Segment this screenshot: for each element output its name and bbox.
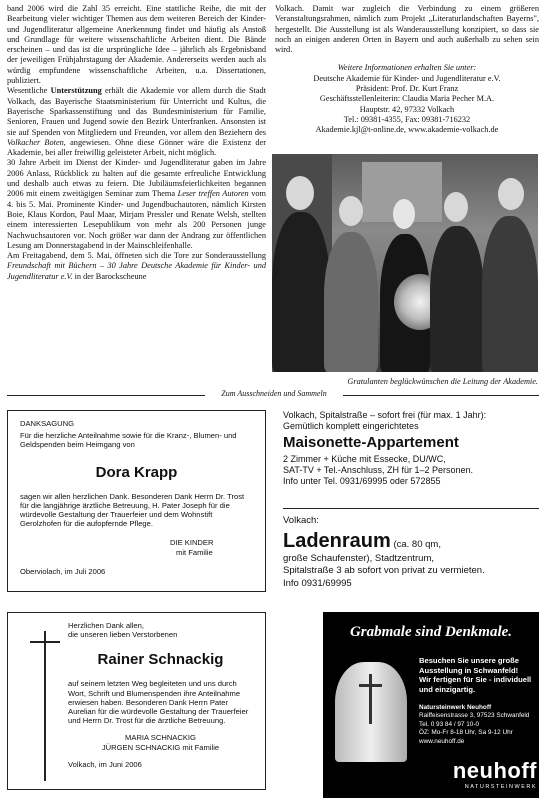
address-line: Tel. 0 93 84 / 97 10-0 — [419, 720, 480, 728]
photo-caption: Gratulanten beglückwünschen die Leitung der Akademie. — [347, 377, 538, 386]
notice-intro: die unseren lieben Verstorbenen — [68, 630, 178, 640]
ad-label: Volkach: — [283, 515, 319, 526]
cross-icon — [369, 674, 372, 724]
article-paragraph: Volkach. Damit war zugleich die Verbindung zu einem größeren Veranstaltungsrahmen, nämlich zum Projekt „Literaturlandschaften Bayerns", hergestellt. Die Ausstellung ist als Wanderausstellung konzipiert, so dass sie noch an einigen anderen Orten in Bayern und auch außerhalb zu sehen sein wird. — [275, 4, 539, 55]
cross-icon-bar — [30, 641, 60, 643]
info-line: Hauptstr. 42, 97332 Volkach — [359, 104, 455, 114]
company-name: Natursteinwerk Neuhoff — [419, 704, 492, 711]
notice-signature — [170, 538, 253, 556]
ad-line: große Schaufenster), Stadtzentrum, — [283, 552, 435, 564]
info-line: Präsident: Prof. Dr. Kurt Franz — [355, 84, 459, 94]
neuhoff-logo-sub: NATURSTEINWERK — [464, 784, 537, 790]
notice-place-date: Volkach, im Juni 2006 — [68, 759, 142, 769]
info-line: Geschäftsstellenleiterin: Claudia Maria Pecher M.A. — [319, 94, 495, 104]
notice-body: sagen wir allen herzlichen Dank. Besonderen Dank Herrn Dr. Trost für die langjährige ärztliche Betreuung, H. Pater Joseph für die würdevolle Gestaltung der Trauerfeier und dem Wohnstift Gerolzhofen für die aufopfernde Pflege. — [20, 491, 245, 529]
signature-line: mit Familie — [176, 547, 213, 557]
cut-divider-label: Zum Ausschneiden und Sammeln — [221, 389, 327, 398]
offer-line: Ausstellung in Schwanfeld! — [419, 665, 519, 675]
notice-place-date: Oberviolach, im Juli 2006 — [20, 566, 106, 576]
ad-line: Info 0931/69995 — [283, 577, 352, 589]
ad-slogan: Grabmale sind Denkmale. — [349, 624, 513, 640]
notice-signature — [68, 733, 253, 751]
cut-divider-right — [343, 395, 539, 396]
info-line: Deutsche Akademie für Kinder- und Jugendliteratur e.V. — [313, 73, 501, 83]
offer-line: und einzigartig. — [419, 684, 476, 694]
ad-line: Spitalstraße 3 ab sofort von privat zu vermieten. — [283, 565, 485, 576]
offer-line: Wir fertigen für Sie - individuell — [419, 675, 532, 685]
address-line: www.neuhoff.de — [419, 737, 465, 745]
group-photo — [272, 154, 538, 372]
info-line: Tel.: 09381-4355, Fax: 09381-716232 — [343, 114, 471, 124]
signature-line: MARIA SCHNACKIG — [125, 733, 196, 743]
ad-divider — [283, 508, 539, 509]
cross-icon-bar — [359, 684, 382, 687]
ad-maisonette — [283, 410, 539, 487]
offer-line: Besuchen Sie unsere große — [419, 656, 520, 665]
article-paragraph: Wesentliche Unterstützung erhält die Akademie vor allem durch die Stadt Volkach, das Bayerische Staatsministerium für Unterricht und Kultus, die Bayerische Sparkassenstiftung und das Bundesministerium für Familie, Senioren, Frauen und Jugend sowie den Bezirk Unterfranken. Ansonsten ist sie auf Spenden von Mitgliedern und Freunden, vor allem den Beziehern des Volkacher Boten, angewiesen. Ohne diese Gönner wäre die Existenz der Akademie, bei aller freiwillig geleisteter Arbeit, nicht möglich. — [7, 86, 267, 158]
address-line: Raiffeisenstrasse 3, 97523 Schwanfeld — [419, 712, 530, 720]
ad-line: Info unter Tel. 0931/69995 oder 572855 — [283, 476, 441, 486]
cut-divider-left — [7, 395, 205, 396]
article-right-column — [275, 4, 539, 136]
ad-line: Gemütlich komplett eingerichtetes — [283, 421, 419, 431]
ad-size: (ca. 80 qm, — [390, 538, 441, 550]
ad-offer — [419, 656, 535, 694]
ad-title: Maisonette-Appartement — [283, 434, 459, 451]
obituary-notice-rainer-schnackig — [7, 612, 266, 790]
notice-body: auf seinem letzten Weg begleiteten und uns durch Wort, Schrift und Blumenspenden ihre Anteilnahme erwiesen haben. Besonderen Dank Herrn Pater Aurelian für die würdevolle Gestaltung der Trauerfeier und Herrn Dr. Trost für die ärztliche Betreuung. — [68, 679, 249, 726]
ad-line: SAT-TV + Tel.-Anschluss, ZH für 1–2 Personen. — [283, 465, 473, 475]
ad-line: 2 Zimmer + Küche mit Essecke, DU/WC, — [283, 454, 446, 464]
notice-heading: DANKSAGUNG — [20, 419, 75, 428]
deceased-name: Rainer Schnackig — [97, 651, 224, 669]
article-left-column — [7, 4, 266, 282]
info-line: Akademie.kjl@t-online.de, www.akademie-volkach.de — [315, 125, 499, 135]
ad-address — [419, 704, 537, 746]
article-paragraph: Am Freitagabend, dem 5. Mai, öffneten sich die Tore zur Sonderausstellung Freundschaft mit Büchern – 30 Jahre Deutsche Akademie für Kinder- und Jugendliteratur e.V. in der Barockscheune — [7, 251, 266, 281]
ad-ladenraum — [283, 515, 539, 590]
notice-intro: Für die herzliche Anteilnahme sowie für die Kranz-, Blumen- und Geldspenden beim Heimgang von — [20, 431, 237, 450]
signature-line: JÜRGEN SCHNACKIG mit Familie — [101, 742, 220, 752]
ad-neuhoff — [323, 612, 539, 798]
deceased-name: Dora Krapp — [95, 463, 178, 481]
neuhoff-logo: neuhoff — [452, 758, 537, 783]
ad-title-row — [283, 530, 539, 552]
info-block — [275, 63, 539, 135]
article-paragraph: band 2006 wird die Zahl 35 erreicht. Eine stattliche Reihe, die mit der Bearbeitung vieler wichtiger Themen aus dem weiteren Bereich der Kinder- und Jugendliteratur allgemeine Anerkennung findet und häufig als Anstoß und Grundlage für weitere wissenschaftliche Arbeiten dient. Die Bände erscheinen – und das ist die ursprüngliche Idee – jährlich als Ergebnisband der jeweiligen Frühjahrstagung der Akademie. Andererseits werden auch als würdig empfundene wissenschaftliche Arbeiten, u.a. Dissertationen, publiziert. — [7, 4, 266, 86]
signature-line: DIE KINDER — [170, 538, 214, 548]
ad-line: Volkach, Spitalstraße – sofort frei (für max. 1 Jahr): — [283, 410, 487, 420]
obituary-notice-dora-krapp — [7, 410, 266, 592]
cross-icon — [44, 631, 46, 781]
ad-title: Ladenraum — [283, 529, 391, 552]
info-heading: Weitere Informationen erhalten Sie unter: — [337, 63, 477, 73]
article-paragraph: 30 Jahre Arbeit im Dienst der Kinder- und Jugendliteratur gaben im Jahre 2006 Anlass, Rückblick zu halten auf die gesamte erfreuliche Entwicklung und deshalb auch etwas zu feiern. Die Jubiläumsfeierlichkeiten begannen 2006 mit einem zweitägigen Seminar zum Thema Leser treffen Autoren vom 4. bis 5. Mai. Prominente Kinder- und Jugendbuchautoren, nämlich Kirsten Boie, Klaus Kordon, Paul Maar, Mirjam Pressler und Renate Welsh, stellten einem interessierten Lesepublikum von mehr als 200 Personen junge Nachwuchsautoren vor. Noch größer war dann der Andrang zur öffentlichen Lesung am Donnerstagabend in der Mainschleifenhalle. — [7, 158, 267, 250]
notice-intro: Herzlichen Dank allen, — [68, 621, 144, 630]
address-line: ÖZ: Mo-Fr 8-18 Uhr, Sa 9-12 Uhr — [419, 729, 513, 737]
